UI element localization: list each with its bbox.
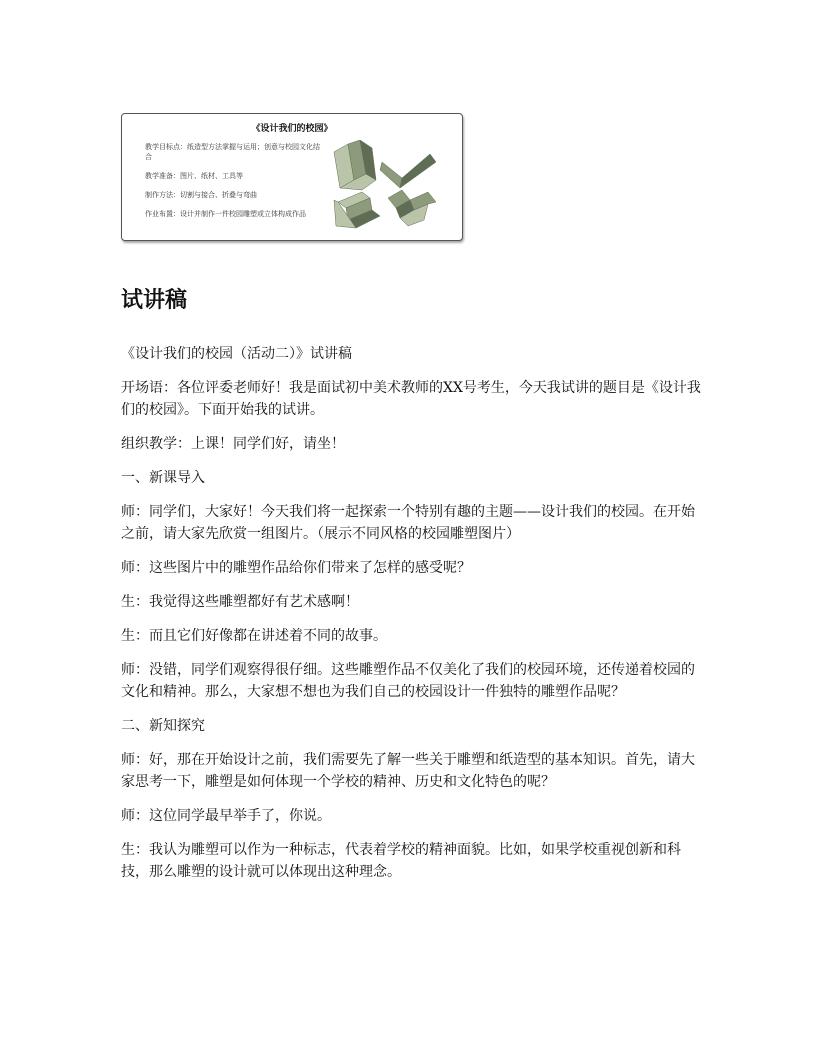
paragraph: 师：这些图片中的雕塑作品给你们带来了怎样的感受呢？ [121,560,471,576]
paragraph: 师：同学们，大家好！今天我们将一起探索一个特别有趣的主题——设计我们的校园。在开始之前，请大家先欣赏一组图片。（展示不同风格的校园雕塑图片） [121,504,695,542]
figure-line: 教学目标点：纸造型方法掌握与运用；创意与校园文化结合 [145,143,320,161]
figure-line: 作业布置：设计并制作一件校园雕塑或立体构成作品 [145,210,306,218]
paragraph: 组织教学：上课！同学们好，请坐！ [121,436,345,452]
paragraph: 生：我觉得这些雕塑都好有艺术感啊！ [121,594,359,610]
paper-fold-steps [334,192,380,228]
paragraph: 生：我认为雕塑可以作为一种标志，代表着学校的精神面貌。比如，如果学校重视创新和科技，那么雕塑的设计就可以体现出这种理念。 [121,842,681,880]
figure-text [145,142,320,228]
page-heading: 试讲稿 [121,288,188,313]
paragraph: 师：没错，同学们观察得很仔细。这些雕塑作品不仅美化了我们的校园环境，还传递着校园的文化和精神。那么，大家想不想也为我们自己的校园设计一件独特的雕塑作品呢？ [121,662,695,700]
paragraph: 师：好，那在开始设计之前，我们需要先了解一些关于雕塑和纸造型的基本知识。首先，请大家思考一下，雕塑是如何体现一个学校的精神、历史和文化特色的呢？ [121,752,695,790]
paper-fold-v [380,154,436,188]
paragraph: 开场语：各位评委老师好！我是面试初中美术教师的XX号考生，今天我试讲的题目是《设计我们的校园》。下面开始我的试讲。 [121,380,701,418]
paragraph: 《设计我们的校园（活动二）》试讲稿 [121,346,352,362]
lesson-figure [121,113,463,241]
paper-fold-accordion [388,190,436,226]
paragraph: 二、新知探究 [121,718,205,734]
paragraph: 一、新课导入 [121,470,205,486]
figure-title: 《设计我们的校园》 [251,124,333,134]
paragraph: 师：这位同学最早举手了，你说。 [121,808,331,824]
paragraph: 生：而且它们好像都在讲述着不同的故事。 [121,628,387,644]
folded-paper-illustration [332,140,444,230]
figure-line: 教学准备：图片、纸材、工具等 [145,172,243,180]
paper-fold-fan [334,140,376,190]
figure-line: 制作方法：切割与接合、折叠与弯曲 [145,191,257,199]
lecture-script [121,343,701,895]
